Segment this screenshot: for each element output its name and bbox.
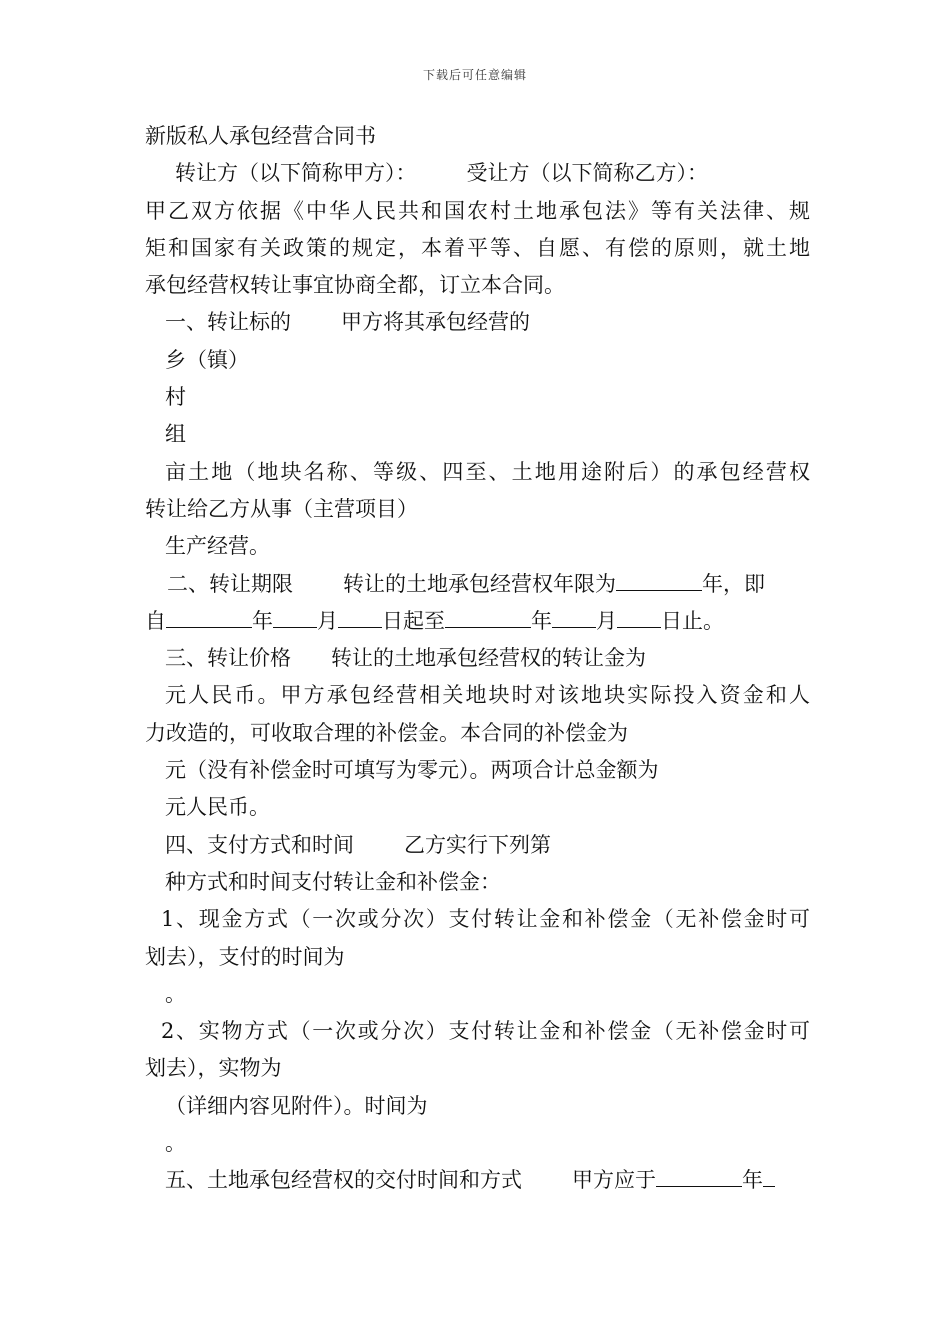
intro-line-1: 甲乙双方依据《中华人民共和国农村土地承包法》等有关法律、规 [145, 198, 810, 223]
payment-item-2-line-2: 划去），实物为 [145, 1056, 282, 1081]
delivery-year-label: 年 [742, 1168, 763, 1193]
section-4-line-2: 种方式和时间支付转让金和补偿金： [165, 869, 501, 894]
intro-line-2: 矩和国家有关政策的规定，本着平等、自愿、有偿的原则，就土地 [145, 235, 810, 260]
term-year-unit: 年，即 [702, 571, 765, 596]
end-day-blank [617, 607, 661, 628]
start-month-blank [273, 607, 317, 628]
end-month-label: 月 [596, 608, 617, 633]
delivery-year-blank [656, 1166, 742, 1187]
section-5-text: 甲方应于 [572, 1168, 656, 1193]
start-year-blank [166, 607, 252, 628]
term-years-blank [616, 570, 702, 591]
section-3-line-3: 力改造的，可收取合理的补偿金。本合同的补偿金为 [145, 720, 628, 745]
parties-line [145, 155, 810, 192]
section-3-text: 转让的土地承包经营权的转让金为 [331, 646, 646, 671]
section-2-heading-line [145, 566, 810, 603]
transferee-label: 受让方（以下简称乙方）： [466, 161, 708, 186]
section-1-text: 甲方将其承包经营的 [341, 310, 530, 335]
section-2-heading: 二、转让期限 [167, 571, 293, 596]
section-1-heading: 一、转让标的 [165, 310, 291, 335]
payment-item-1-line-2: 划去），支付的时间为 [145, 944, 345, 969]
section-4-text: 乙方实行下列第 [404, 832, 551, 857]
section-3-line-2: 元人民币。甲方承包经营相关地块时对该地块实际投入资金和人 [165, 683, 810, 708]
end-year-blank [445, 607, 531, 628]
group-field: 组 [165, 422, 186, 447]
section-1-body-3: 生产经营。 [165, 534, 270, 559]
intro-line-3: 承包经营权转让事宜协商全都，订立本合同。 [145, 273, 565, 298]
payment-item-1-end: 。 [165, 981, 186, 1006]
section-2-dates-line [145, 603, 810, 640]
start-day-blank [338, 607, 382, 628]
transferor-label: 转让方（以下简称甲方）： [175, 161, 417, 186]
section-4-heading: 四、支付方式和时间 [165, 832, 354, 857]
section-1-body-2: 转让给乙方从事（主营项目） [145, 496, 418, 521]
end-day-label: 日止。 [661, 608, 724, 633]
section-5-heading: 五、土地承包经营权的交付时间和方式 [165, 1168, 522, 1193]
section-3-line-5: 元人民币。 [165, 795, 270, 820]
payment-item-2-line-3: （详细内容见附件）。时间为 [165, 1093, 428, 1118]
village-field: 村 [165, 385, 186, 410]
start-month-label: 月 [317, 608, 338, 633]
section-3-heading: 三、转让价格 [165, 646, 291, 671]
header-note: 下载后可任意编辑 [422, 68, 527, 82]
section-1-heading-line [145, 304, 810, 341]
delivery-trailing-blank [763, 1166, 775, 1187]
start-year-label: 年 [252, 608, 273, 633]
section-3-heading-line [145, 640, 810, 677]
date-from-label: 自 [145, 608, 166, 633]
contract-body [145, 118, 810, 1200]
start-day-label: 日起至 [382, 608, 445, 633]
end-year-label: 年 [531, 608, 552, 633]
township-field: 乡（镇） [165, 347, 249, 372]
payment-item-2-line-1: 2、实物方式（一次或分次）支付转让金和补偿金（无补偿金时可 [161, 1019, 810, 1044]
section-1-body-1: 亩土地（地块名称、等级、四至、土地用途附后）的承包经营权 [165, 459, 810, 484]
document-title: 新版私人承包经营合同书 [145, 124, 376, 148]
end-month-blank [552, 607, 596, 628]
section-2-text: 转让的土地承包经营权年限为 [343, 571, 616, 596]
payment-item-2-end: 。 [165, 1131, 186, 1156]
section-5-heading-line [145, 1162, 810, 1199]
section-4-heading-line [145, 827, 810, 864]
payment-item-1-line-1: 1、现金方式（一次或分次）支付转让金和补偿金（无补偿金时可 [161, 907, 810, 932]
section-3-line-4: 元（没有补偿金时可填写为零元）。两项合计总金额为 [165, 758, 659, 783]
